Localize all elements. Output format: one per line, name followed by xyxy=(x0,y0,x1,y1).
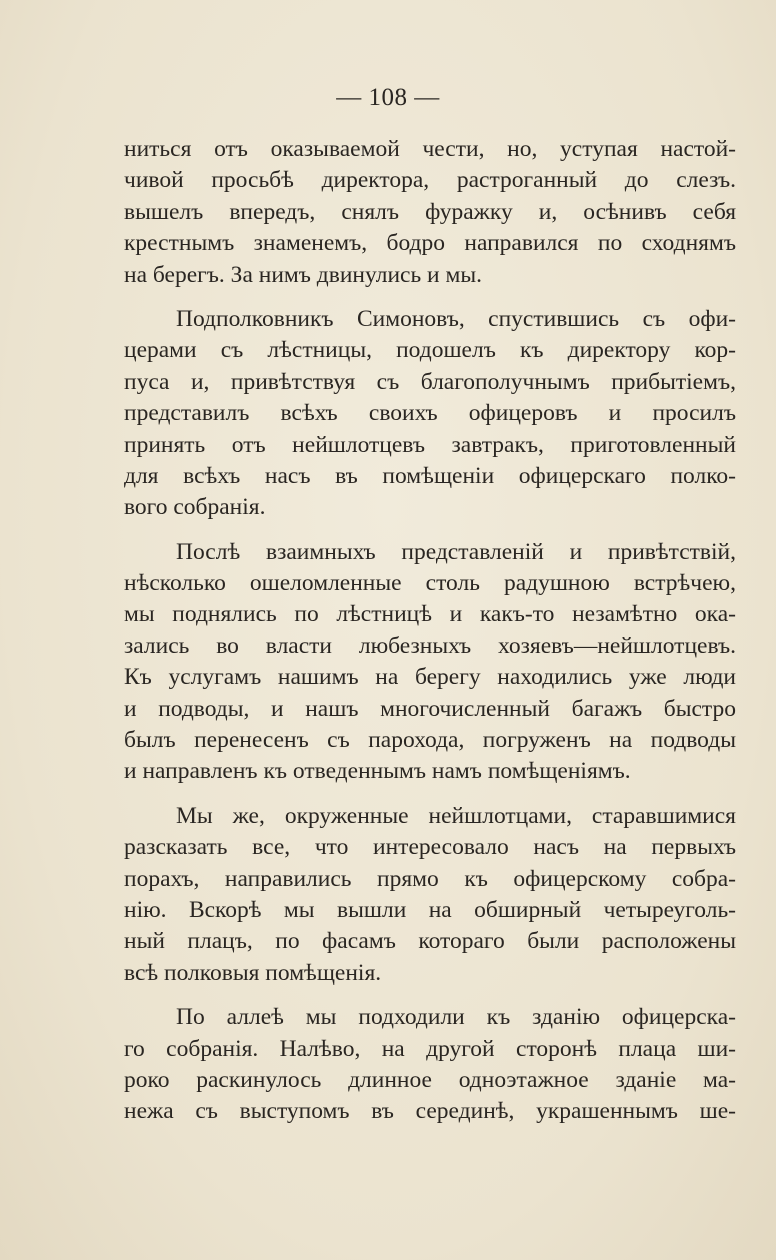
text-line: зались во власти любезныхъ хозяевъ—нейшлотцевъ. xyxy=(124,632,736,659)
text-line: вого собранія. xyxy=(124,494,266,521)
paragraph-4 xyxy=(124,801,736,989)
text-line: мы поднялись по лѣстницѣ и какъ-то незамѣтно ока- xyxy=(124,601,736,628)
text-line: ный плацъ, по фасамъ котораго были расположены xyxy=(124,928,736,955)
body-text xyxy=(124,134,736,1128)
text-line: представилъ всѣхъ своихъ офицеровъ и просилъ xyxy=(124,400,736,427)
text-line: нежа съ выступомъ въ серединѣ, украшеннымъ ше- xyxy=(124,1098,736,1125)
paragraph-3 xyxy=(124,537,736,788)
text-line: крестнымъ знаменемъ, бодро направился по сходнямъ xyxy=(124,230,736,257)
text-line: вышелъ впередъ, снялъ фуражку и, осѣнивъ себя xyxy=(124,198,736,225)
paragraph-1 xyxy=(124,134,736,291)
text-line: нѣсколько ошеломленные столь радушною встрѣчею, xyxy=(124,570,736,597)
paragraph-2 xyxy=(124,304,736,524)
text-line: Послѣ взаимныхъ представленій и привѣтствій, xyxy=(176,538,736,565)
text-line: Мы же, окруженные нейшлотцами, старавшимися xyxy=(176,802,736,829)
text-line: и подводы, и нашъ многочисленный багажъ быстро xyxy=(124,695,736,722)
text-line: всѣ полковыя помѣщенія. xyxy=(124,959,382,986)
text-line: нію. Вскорѣ мы вышли на обширный четыреуголь- xyxy=(124,896,736,923)
text-line: принять отъ нейшлотцевъ завтракъ, приготовленный xyxy=(124,431,736,458)
text-line: для всѣхъ насъ въ помѣщеніи офицерскаго полко- xyxy=(124,462,736,489)
text-line: разсказать все, что интересовало насъ на первыхъ xyxy=(124,834,736,861)
text-line: порахъ, направились прямо къ офицерскому собра- xyxy=(124,865,736,892)
text-line: ниться отъ оказываемой чести, но, уступая настой- xyxy=(124,136,736,162)
text-line: Подполковникъ Симоновъ, спустившись съ офи- xyxy=(176,305,736,332)
text-line: По аллеѣ мы подходили къ зданію офицерска- xyxy=(176,1004,736,1031)
text-line: чивой просьбѣ директора, растроганный до слезъ. xyxy=(124,167,736,194)
text-line: роко раскинулось длинное одноэтажное зданіе ма- xyxy=(124,1066,736,1093)
page-number: — 108 — xyxy=(336,84,440,111)
text-line: церами съ лѣстницы, подошелъ къ директору кор- xyxy=(124,337,736,364)
paragraph-5 xyxy=(124,1002,736,1128)
text-line: Къ услугамъ нашимъ на берегу находились уже люди xyxy=(124,664,736,691)
text-line: былъ перенесенъ съ парохода, погруженъ на подводы xyxy=(124,727,736,754)
text-line: го собранія. Налѣво, на другой сторонѣ плаца ши- xyxy=(124,1035,736,1062)
text-line: и направленъ къ отведеннымъ намъ помѣщеніямъ. xyxy=(124,758,631,785)
text-line: на берегъ. За нимъ двинулись и мы. xyxy=(124,261,483,288)
text-line: пуса и, привѣтствуя съ благополучнымъ прибытіемъ, xyxy=(124,368,736,395)
